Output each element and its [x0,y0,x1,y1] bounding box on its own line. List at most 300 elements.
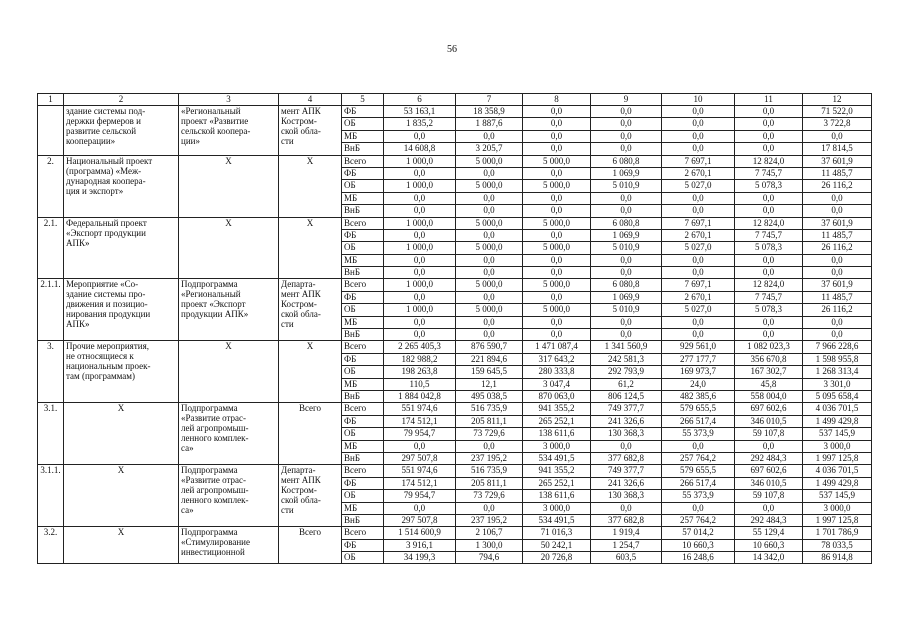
amount-cell: 377 682,8 [591,452,662,464]
amount-cell: 0,0 [735,502,803,514]
amount-cell: 0,0 [591,192,662,204]
funding-source: МБ [342,316,384,328]
amount-cell: 205 811,1 [456,477,523,489]
funding-source: ОБ [342,366,384,378]
amount-cell: 0,0 [803,130,872,142]
amount-cell: 1 000,0 [384,180,456,192]
amount-cell: 0,0 [591,205,662,217]
program-name: Подпрограмма «Региональный проект «Экспорт продукции АПК» [179,279,279,341]
amount-cell: 1 000,0 [384,217,456,229]
amount-cell: 0,0 [662,118,735,130]
executor: Х [279,341,342,403]
amount-cell: 6 080,8 [591,279,662,291]
amount-cell: 0,0 [662,130,735,142]
amount-cell: 697 602,6 [735,403,803,415]
funding-source: ОБ [342,428,384,440]
amount-cell: 265 252,1 [523,415,591,427]
amount-cell: 0,0 [662,316,735,328]
amount-cell: 0,0 [591,316,662,328]
amount-cell: 346 010,5 [735,477,803,489]
amount-cell: 130 368,3 [591,490,662,502]
funding-source: МБ [342,378,384,390]
amount-cell: 7 745,7 [735,167,803,179]
funding-source: Всего [342,465,384,477]
amount-cell: 806 124,5 [591,390,662,402]
amount-cell: 18 358,9 [456,106,523,118]
amount-cell: 5 000,0 [456,304,523,316]
amount-cell: 0,0 [456,229,523,241]
amount-cell: 0,0 [735,205,803,217]
amount-cell: 5 000,0 [456,155,523,167]
amount-cell: 5 000,0 [523,304,591,316]
amount-cell: 138 611,6 [523,428,591,440]
amount-cell: 1 701 786,9 [803,527,872,539]
amount-cell: 266 517,4 [662,415,735,427]
amount-cell: 0,0 [384,254,456,266]
amount-cell: 17 814,5 [803,143,872,155]
amount-cell: 0,0 [523,192,591,204]
amount-cell: 7 697,1 [662,279,735,291]
budget-table [37,93,872,564]
amount-cell: 3 000,0 [523,440,591,452]
amount-cell: 3 000,0 [523,502,591,514]
funding-source: МБ [342,502,384,514]
amount-cell: 0,0 [384,192,456,204]
amount-cell: 1 499 429,8 [803,477,872,489]
amount-cell: 37 601,9 [803,279,872,291]
executor: Всего [279,527,342,564]
amount-cell: 0,0 [523,316,591,328]
amount-cell: 78 033,5 [803,539,872,551]
item-number: 3. [38,341,64,403]
amount-cell: 929 561,0 [662,341,735,353]
amount-cell: 7 966 228,6 [803,341,872,353]
amount-cell: 7 697,1 [662,155,735,167]
amount-cell: 0,0 [456,329,523,341]
amount-cell: 0,0 [803,192,872,204]
amount-cell: 5 027,0 [662,242,735,254]
amount-cell: 4 036 701,5 [803,465,872,477]
funding-source: Всего [342,527,384,539]
amount-cell: 0,0 [591,254,662,266]
table-body [38,106,872,564]
item-name: Федеральный проект «Экспорт продукции АПК» [64,217,179,279]
program-name: Х [179,341,279,403]
amount-cell: 1 471 087,4 [523,341,591,353]
amount-cell: 159 645,5 [456,366,523,378]
executor: Всего [279,403,342,465]
amount-cell: 0,0 [803,205,872,217]
amount-cell: 794,6 [456,552,523,564]
amount-cell: 205 811,1 [456,415,523,427]
funding-source: ФБ [342,415,384,427]
amount-cell: 182 988,2 [384,353,456,365]
funding-source: Всего [342,403,384,415]
funding-source: ОБ [342,490,384,502]
amount-cell: 2 670,1 [662,229,735,241]
amount-cell: 5 000,0 [456,217,523,229]
amount-cell: 24,0 [662,378,735,390]
funding-source: Всего [342,217,384,229]
funding-source: ВнБ [342,514,384,526]
amount-cell: 0,0 [384,440,456,452]
amount-cell: 0,0 [662,502,735,514]
amount-cell: 45,8 [735,378,803,390]
amount-cell: 5 010,9 [591,304,662,316]
amount-cell: 1 997 125,8 [803,514,872,526]
column-header-12: 12 [803,94,872,106]
column-header-3: 3 [179,94,279,106]
amount-cell: 79 954,7 [384,428,456,440]
amount-cell: 1 000,0 [384,279,456,291]
amount-cell: 3 000,0 [803,502,872,514]
amount-cell: 257 764,2 [662,452,735,464]
amount-cell: 0,0 [803,254,872,266]
amount-cell: 5 000,0 [456,242,523,254]
amount-cell: 0,0 [735,143,803,155]
amount-cell: 0,0 [523,118,591,130]
amount-cell: 12 824,0 [735,279,803,291]
amount-cell: 265 252,1 [523,477,591,489]
amount-cell: 0,0 [735,329,803,341]
executor: Департа- мент АПК Костром- ской обла- сти [279,279,342,341]
amount-cell: 37 601,9 [803,217,872,229]
amount-cell: 266 517,4 [662,477,735,489]
amount-cell: 55 373,9 [662,490,735,502]
amount-cell: 0,0 [456,502,523,514]
funding-source: ОБ [342,304,384,316]
funding-source: ФБ [342,167,384,179]
amount-cell: 2 670,1 [662,167,735,179]
amount-cell: 0,0 [662,106,735,118]
amount-cell: 237 195,2 [456,452,523,464]
column-header-4: 4 [279,94,342,106]
amount-cell: 495 038,5 [456,390,523,402]
amount-cell: 579 655,5 [662,403,735,415]
funding-source: ВнБ [342,267,384,279]
amount-cell: 1 499 429,8 [803,415,872,427]
item-name: Х [64,465,179,527]
amount-cell: 0,0 [735,254,803,266]
amount-cell: 5 000,0 [523,242,591,254]
funding-source: ОБ [342,118,384,130]
amount-cell: 1 997 125,8 [803,452,872,464]
amount-cell: 0,0 [456,254,523,266]
amount-cell: 0,0 [384,329,456,341]
executor: мент АПК Костром- ской обла- сти [279,106,342,156]
amount-cell: 0,0 [735,267,803,279]
amount-cell: 277 177,7 [662,353,735,365]
funding-source: ОБ [342,180,384,192]
amount-cell: 1 082 023,3 [735,341,803,353]
amount-cell: 6 080,8 [591,217,662,229]
column-header-8: 8 [523,94,591,106]
program-name: «Региональный проект «Развитие сельской коопера- ции» [179,106,279,156]
amount-cell: 0,0 [523,229,591,241]
amount-cell: 1 000,0 [384,242,456,254]
amount-cell: 0,0 [591,329,662,341]
amount-cell: 0,0 [662,267,735,279]
amount-cell: 5 000,0 [523,180,591,192]
amount-cell: 0,0 [456,130,523,142]
amount-cell: 0,0 [803,316,872,328]
amount-cell: 1 000,0 [384,304,456,316]
amount-cell: 59 107,8 [735,490,803,502]
amount-cell: 0,0 [523,254,591,266]
amount-cell: 138 611,6 [523,490,591,502]
amount-cell: 59 107,8 [735,428,803,440]
amount-cell: 11 485,7 [803,167,872,179]
item-name: Прочие мероприятия, не относящиеся к национальным проек- там (программам) [64,341,179,403]
amount-cell: 34 199,3 [384,552,456,564]
amount-cell: 0,0 [523,167,591,179]
amount-cell: 4 036 701,5 [803,403,872,415]
amount-cell: 870 063,0 [523,390,591,402]
amount-cell: 7 697,1 [662,217,735,229]
amount-cell: 5 000,0 [456,180,523,192]
amount-cell: 130 368,3 [591,428,662,440]
amount-cell: 0,0 [456,267,523,279]
amount-cell: 0,0 [662,440,735,452]
amount-cell: 0,0 [456,192,523,204]
amount-cell: 2 106,7 [456,527,523,539]
amount-cell: 1 268 313,4 [803,366,872,378]
amount-cell: 297 507,8 [384,514,456,526]
amount-cell: 697 602,6 [735,465,803,477]
column-header-11: 11 [735,94,803,106]
amount-cell: 26 116,2 [803,304,872,316]
amount-cell: 346 010,5 [735,415,803,427]
amount-cell: 1 598 955,8 [803,353,872,365]
program-name: Подпрограмма «Стимулирование инвестиционной [179,527,279,564]
amount-cell: 26 116,2 [803,242,872,254]
amount-cell: 14 608,8 [384,143,456,155]
amount-cell: 0,0 [591,118,662,130]
column-header-6: 6 [384,94,456,106]
amount-cell: 2 670,1 [662,291,735,303]
amount-cell: 16 248,6 [662,552,735,564]
amount-cell: 1 069,9 [591,291,662,303]
amount-cell: 537 145,9 [803,428,872,440]
amount-cell: 11 485,7 [803,229,872,241]
amount-cell: 86 914,8 [803,552,872,564]
amount-cell: 0,0 [456,291,523,303]
amount-cell: 3 047,4 [523,378,591,390]
item-name: здание системы под- держки фермеров и развитие сельской кооперации» [64,106,179,156]
funding-source: МБ [342,440,384,452]
amount-cell: 0,0 [523,267,591,279]
amount-cell: 198 263,8 [384,366,456,378]
item-number: 2.1. [38,217,64,279]
amount-cell: 5 010,9 [591,242,662,254]
item-name: Х [64,403,179,465]
item-name: Х [64,527,179,564]
item-number: 2. [38,155,64,217]
amount-cell: 1 341 560,9 [591,341,662,353]
item-number: 2.1.1. [38,279,64,341]
amount-cell: 0,0 [735,106,803,118]
amount-cell: 221 894,6 [456,353,523,365]
amount-cell: 0,0 [735,192,803,204]
amount-cell: 3 301,0 [803,378,872,390]
amount-cell: 551 974,6 [384,403,456,415]
amount-cell: 241 326,6 [591,477,662,489]
amount-cell: 26 116,2 [803,180,872,192]
amount-cell: 110,5 [384,378,456,390]
amount-cell: 0,0 [662,329,735,341]
column-header-9: 9 [591,94,662,106]
funding-source: МБ [342,192,384,204]
amount-cell: 0,0 [662,205,735,217]
amount-cell: 257 764,2 [662,514,735,526]
amount-cell: 55 373,9 [662,428,735,440]
page-number: 56 [447,44,457,55]
funding-source: Всего [342,341,384,353]
funding-source: ФБ [342,539,384,551]
amount-cell: 7 745,7 [735,291,803,303]
funding-source: ФБ [342,291,384,303]
amount-cell: 1 514 600,9 [384,527,456,539]
amount-cell: 0,0 [735,130,803,142]
amount-cell: 10 660,3 [662,539,735,551]
column-header-2: 2 [64,94,179,106]
amount-cell: 0,0 [523,106,591,118]
funding-source: ВнБ [342,143,384,155]
amount-cell: 5 027,0 [662,180,735,192]
amount-cell: 0,0 [591,267,662,279]
amount-cell: 0,0 [803,329,872,341]
program-name: Подпрограмма «Развитие отрас- лей агропромыш- ленного комплек- са» [179,403,279,465]
amount-cell: 941 355,2 [523,403,591,415]
executor: Департа- мент АПК Костром- ской обла- сти [279,465,342,527]
amount-cell: 0,0 [662,254,735,266]
amount-cell: 0,0 [591,130,662,142]
amount-cell: 0,0 [735,440,803,452]
funding-source: Всего [342,279,384,291]
amount-cell: 5 000,0 [523,217,591,229]
amount-cell: 12 824,0 [735,155,803,167]
amount-cell: 297 507,8 [384,452,456,464]
amount-cell: 0,0 [456,316,523,328]
column-header-7: 7 [456,94,523,106]
funding-source: Всего [342,155,384,167]
table-row [38,341,872,353]
amount-cell: 292 484,3 [735,514,803,526]
amount-cell: 603,5 [591,552,662,564]
item-number: 3.1. [38,403,64,465]
amount-cell: 0,0 [591,106,662,118]
amount-cell: 167 302,7 [735,366,803,378]
amount-cell: 242 581,3 [591,353,662,365]
amount-cell: 71 016,3 [523,527,591,539]
amount-cell: 5 078,3 [735,304,803,316]
amount-cell: 356 670,8 [735,353,803,365]
item-name: Национальный проект (программа) «Меж- дународная коопера- ция и экспорт» [64,155,179,217]
table-row [38,465,872,477]
amount-cell: 3 000,0 [803,440,872,452]
funding-source: МБ [342,254,384,266]
amount-cell: 280 333,8 [523,366,591,378]
amount-cell: 5 027,0 [662,304,735,316]
funding-source: ФБ [342,353,384,365]
amount-cell: 73 729,6 [456,428,523,440]
amount-cell: 1 884 042,8 [384,390,456,402]
amount-cell: 3 205,7 [456,143,523,155]
column-header-5: 5 [342,94,384,106]
amount-cell: 57 014,2 [662,527,735,539]
amount-cell: 0,0 [384,167,456,179]
amount-cell: 0,0 [591,440,662,452]
amount-cell: 0,0 [456,205,523,217]
item-number: 3.1.1. [38,465,64,527]
amount-cell: 317 643,2 [523,353,591,365]
amount-cell: 11 485,7 [803,291,872,303]
amount-cell: 0,0 [591,143,662,155]
amount-cell: 0,0 [384,130,456,142]
amount-cell: 5 000,0 [523,155,591,167]
amount-cell: 0,0 [523,329,591,341]
amount-cell: 0,0 [384,502,456,514]
funding-source: ФБ [342,477,384,489]
amount-cell: 237 195,2 [456,514,523,526]
amount-cell: 7 745,7 [735,229,803,241]
amount-cell: 1 000,0 [384,155,456,167]
amount-cell: 20 726,8 [523,552,591,564]
amount-cell: 0,0 [384,316,456,328]
amount-cell: 2 265 405,3 [384,341,456,353]
amount-cell: 12 824,0 [735,217,803,229]
funding-source: ФБ [342,106,384,118]
amount-cell: 0,0 [803,267,872,279]
amount-cell: 1 069,9 [591,229,662,241]
table-row [38,217,872,229]
amount-cell: 0,0 [523,130,591,142]
amount-cell: 579 655,5 [662,465,735,477]
funding-source: ФБ [342,229,384,241]
amount-cell: 551 974,6 [384,465,456,477]
amount-cell: 71 522,0 [803,106,872,118]
amount-cell: 0,0 [591,502,662,514]
amount-cell: 941 355,2 [523,465,591,477]
amount-cell: 0,0 [523,291,591,303]
amount-cell: 10 660,3 [735,539,803,551]
item-number [38,106,64,156]
funding-source: ВнБ [342,452,384,464]
amount-cell: 6 080,8 [591,155,662,167]
program-name: Подпрограмма «Развитие отрас- лей агропромыш- ленного комплек- са» [179,465,279,527]
amount-cell: 241 326,6 [591,415,662,427]
amount-cell: 516 735,9 [456,465,523,477]
amount-cell: 53 163,1 [384,106,456,118]
funding-source: ОБ [342,552,384,564]
amount-cell: 5 095 658,4 [803,390,872,402]
amount-cell: 1 300,0 [456,539,523,551]
amount-cell: 14 342,0 [735,552,803,564]
amount-cell: 1 919,4 [591,527,662,539]
table-row [38,106,872,118]
item-number: 3.2. [38,527,64,564]
amount-cell: 5 000,0 [523,279,591,291]
funding-source: МБ [342,130,384,142]
amount-cell: 749 377,7 [591,403,662,415]
amount-cell: 0,0 [523,143,591,155]
amount-cell: 1 069,9 [591,167,662,179]
amount-cell: 0,0 [456,167,523,179]
program-name: Х [179,217,279,279]
amount-cell: 0,0 [384,205,456,217]
table-row [38,279,872,291]
column-header-1: 1 [38,94,64,106]
